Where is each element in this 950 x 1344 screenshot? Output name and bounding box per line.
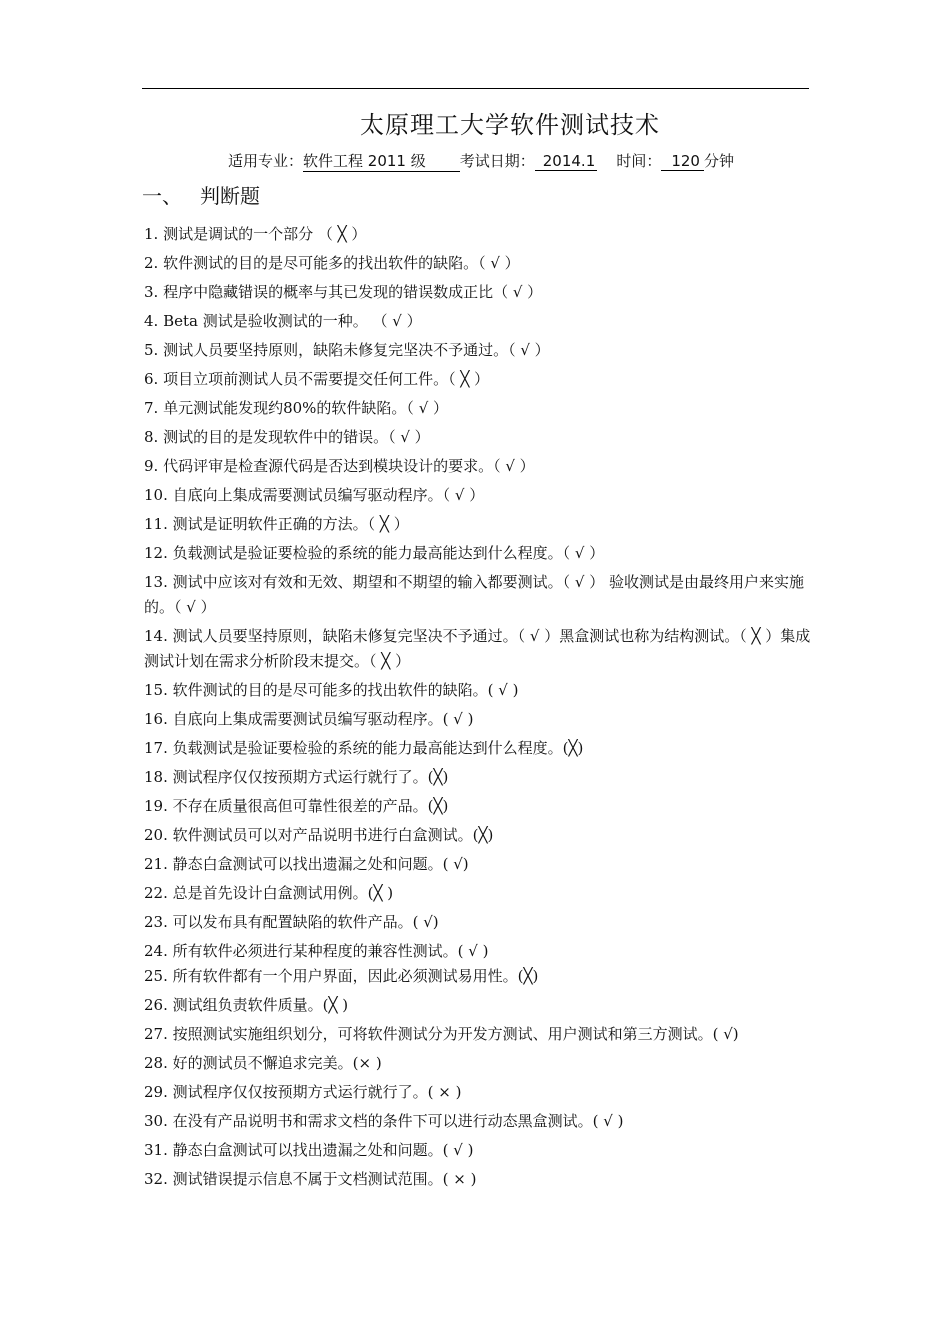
question-item: 2. 软件测试的目的是尽可能多的找出软件的缺陷。（ √ ） (144, 254, 520, 272)
section-number: 一、 (142, 184, 182, 208)
question-list (144, 222, 812, 1196)
question-item: 17. 负载测试是验证要检验的系统的能力最高能达到什么程度。(╳) (144, 739, 584, 757)
question-item: 29. 测试程序仅仅按预期方式运行就行了。( × ) (144, 1083, 462, 1101)
section-title: 判断题 (200, 184, 260, 208)
major-label: 适用专业： (228, 152, 304, 170)
header-rule (142, 88, 809, 89)
question-item: 21. 静态白盒测试可以找出遗漏之处和问题。( √) (144, 855, 469, 873)
question-item: 8. 测试的目的是发现软件中的错误。（ √ ） (144, 428, 430, 446)
question-item: 22. 总是首先设计白盒测试用例。(╳ ) (144, 884, 394, 902)
question-item: 23. 可以发布具有配置缺陷的软件产品。( √) (144, 913, 439, 931)
time-value: 120 (671, 152, 700, 170)
question-item: 32. 测试错误提示信息不属于文档测试范围。( × ) (144, 1170, 477, 1188)
question-item: 24. 所有软件必须进行某种程度的兼容性测试。( √ ) (144, 942, 489, 960)
question-item: 13. 测试中应该对有效和无效、期望和不期望的输入都要测试。（ √ ） 验收测试是由最终用户来实施的。（ √ ） (144, 573, 804, 616)
question-item: 5. 测试人员要坚持原则，缺陷未修复完坚决不予通过。（ √ ） (144, 341, 550, 359)
time-unit: 分钟 (703, 152, 734, 170)
question-item: 20. 软件测试员可以对产品说明书进行白盒测试。(╳) (144, 826, 494, 844)
exam-meta (228, 150, 734, 172)
date-value: 2014.1 (542, 152, 596, 170)
question-item: 11. 测试是证明软件正确的方法。（ ╳ ） (144, 515, 409, 533)
question-item: 7. 单元测试能发现约80%的软件缺陷。（ √ ） (144, 399, 449, 417)
question-item: 1. 测试是调试的一个部分 （ ╳ ） (144, 225, 367, 243)
section-heading (142, 180, 260, 209)
question-item: 28. 好的测试员不懈追求完美。(× ) (144, 1054, 382, 1072)
question-item: 10. 自底向上集成需要测试员编写驱动程序。（ √ ） (144, 486, 485, 504)
question-item: 30. 在没有产品说明书和需求文档的条件下可以进行动态黑盒测试。( √ ) (144, 1112, 624, 1130)
question-item: 27. 按照测试实施组织划分，可将软件测试分为开发方测试、用户测试和第三方测试。( √) (144, 1025, 739, 1043)
question-item: 9. 代码评审是检查源代码是否达到模块设计的要求。（ √ ） (144, 457, 535, 475)
question-item: 14. 测试人员要坚持原则，缺陷未修复完坚决不予通过。（ √ ）黑盒测试也称为结构测试。（ ╳ ）集成测试计划在需求分析阶段末提交。（ ╳ ） (144, 627, 811, 670)
question-item: 3. 程序中隐藏错误的概率与其已发现的错误数成正比（ √ ） (144, 283, 543, 301)
time-label: 时间： (616, 152, 662, 170)
date-label: 考试日期： (459, 152, 535, 170)
question-item: 15. 软件测试的目的是尽可能多的找出软件的缺陷。( √ ) (144, 681, 519, 699)
question-item: 4. Beta 测试是验收测试的一种。 （ √ ） (144, 312, 422, 330)
page-title: 太原理工大学软件测试技术 (360, 111, 660, 139)
question-item: 18. 测试程序仅仅按预期方式运行就行了。(╳) (144, 768, 449, 786)
question-item: 16. 自底向上集成需要测试员编写驱动程序。( √ ) (144, 710, 474, 728)
question-item: 12. 负载测试是验证要检验的系统的能力最高能达到什么程度。（ √ ） (144, 544, 605, 562)
question-item: 6. 项目立项前测试人员不需要提交任何工件。（ ╳ ） (144, 370, 490, 388)
major-value: 软件工程 2011 级 (303, 152, 426, 170)
question-item: 26. 测试组负责软件质量。(╳ ) (144, 996, 349, 1014)
question-item: 25. 所有软件都有一个用户界面，因此必须测试易用性。(╳) (144, 967, 539, 985)
question-item: 19. 不存在质量很高但可靠性很差的产品。(╳) (144, 797, 449, 815)
question-item: 31. 静态白盒测试可以找出遗漏之处和问题。( √ ) (144, 1141, 474, 1159)
